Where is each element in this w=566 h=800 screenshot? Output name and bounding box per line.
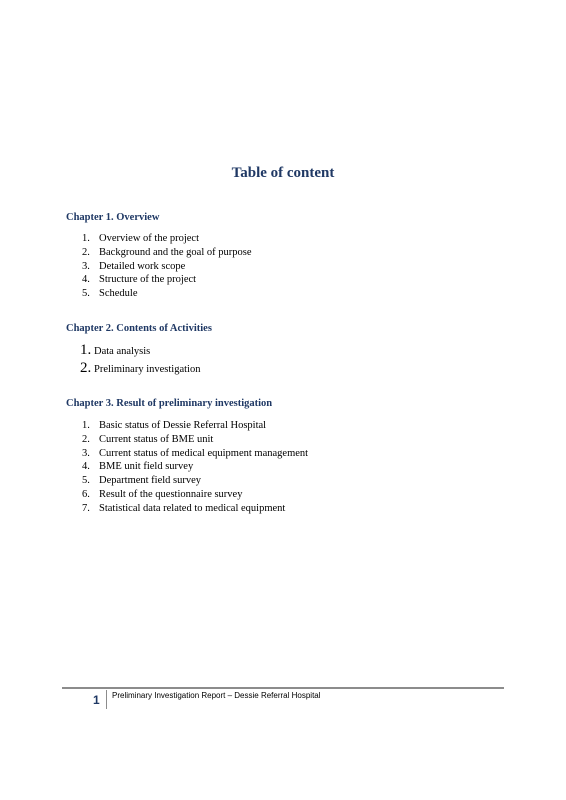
item-number: 7. (82, 502, 90, 514)
list-item (82, 488, 308, 502)
list-item (82, 502, 308, 516)
item-text: Department field survey (99, 475, 202, 487)
item-number: 5. (82, 288, 90, 300)
list-item (80, 342, 200, 360)
item-number: 3. (82, 447, 90, 459)
item-number: 4. (82, 461, 90, 473)
item-number: 1. (80, 342, 92, 358)
item-number: 4. (82, 274, 90, 286)
chapter-3-list (82, 419, 308, 516)
chapter-2-heading: Chapter 2. Contents of Activities (66, 323, 212, 334)
list-item (82, 287, 252, 301)
item-number: 2. (82, 246, 90, 258)
footer-page-number: 1 (93, 693, 100, 707)
item-text: Current status of medical equipment management (99, 447, 309, 459)
list-item (82, 419, 308, 433)
item-number: 6. (82, 488, 90, 500)
item-text: Background and the goal of purpose (99, 246, 252, 258)
list-item (82, 460, 308, 474)
page-title: Table of content (231, 165, 335, 181)
list-item (82, 273, 252, 287)
list-item (82, 246, 252, 260)
item-number: 1. (82, 420, 90, 431)
item-number: 5. (82, 475, 90, 487)
chapter-1-list (82, 232, 252, 301)
item-text: Statistical data related to medical equipment (99, 502, 286, 514)
list-item (82, 447, 308, 461)
item-text: Data analysis (94, 346, 151, 357)
list-item (80, 360, 200, 378)
list-item (82, 260, 252, 274)
item-text: Preliminary investigation (94, 364, 201, 375)
item-text: BME unit field survey (99, 461, 194, 473)
item-text: Detailed work scope (99, 260, 186, 272)
item-text: Structure of the project (99, 274, 197, 286)
chapter-2-list (80, 342, 200, 378)
footer-divider (106, 690, 107, 709)
item-text: Result of the questionnaire survey (99, 488, 243, 500)
list-item (82, 474, 308, 488)
item-text: Current status of BME unit (99, 433, 214, 445)
item-number: 1. (82, 233, 90, 244)
footer-text: Preliminary Investigation Report – Dessie Referral Hospital (112, 691, 321, 700)
item-text: Basic status of Dessie Referral Hospital (99, 420, 267, 431)
item-number: 2. (80, 360, 92, 376)
chapter-3-heading: Chapter 3. Result of preliminary investigation (66, 398, 273, 409)
footer-rule (62, 687, 504, 689)
item-number: 2. (82, 433, 90, 445)
list-item (82, 232, 252, 246)
item-text: Overview of the project (99, 233, 200, 244)
item-text: Schedule (99, 288, 138, 300)
list-item (82, 433, 308, 447)
chapter-1-heading: Chapter 1. Overview (66, 212, 160, 223)
item-number: 3. (82, 260, 90, 272)
